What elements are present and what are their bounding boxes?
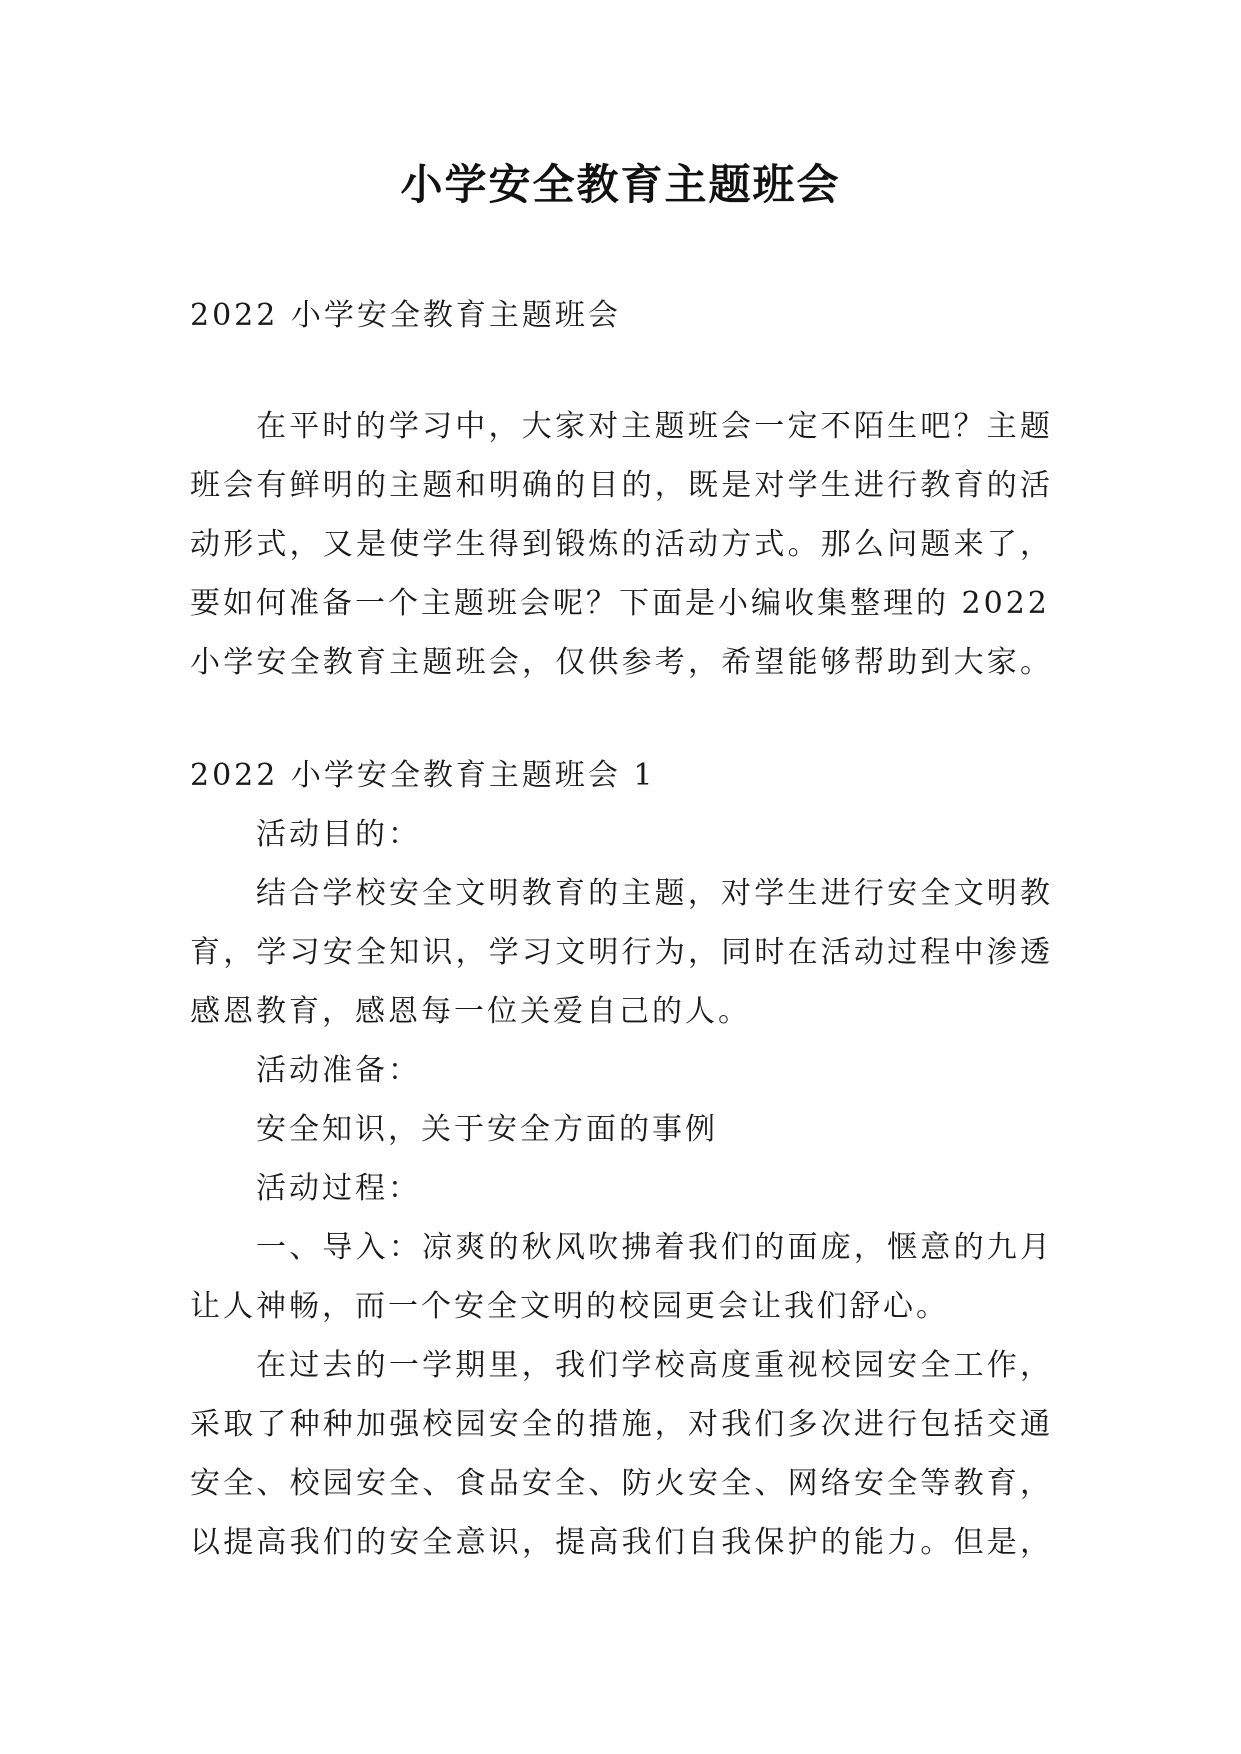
intro-line-4: 要如何准备一个主题班会呢？下面是小编收集整理的 2022	[190, 586, 1050, 621]
goal-label: 活动目的：	[256, 817, 421, 852]
document-subtitle: 2022 小学安全教育主题班会	[190, 298, 621, 333]
process-label: 活动过程：	[256, 1171, 421, 1206]
goal-line-1: 结合学校安全文明教育的主题，对学生进行安全文明教	[256, 876, 1050, 911]
process-intro-line-1: 一、导入：凉爽的秋风吹拂着我们的面庞，惬意的九月	[256, 1230, 1050, 1265]
intro-line-2: 班会有鲜明的主题和明确的目的，既是对学生进行教育的活	[190, 468, 1050, 503]
process-body-line-2: 采取了种种加强校园安全的措施，对我们多次进行包括交通	[190, 1407, 1050, 1442]
process-body-line-3: 安全、校园安全、食品安全、防火安全、网络安全等教育，	[190, 1466, 1050, 1501]
prep-text: 安全知识，关于安全方面的事例	[256, 1112, 718, 1147]
prep-label: 活动准备：	[256, 1053, 421, 1088]
goal-line-2: 育，学习安全知识，学习文明行为，同时在活动过程中渗透	[190, 935, 1050, 970]
process-intro-line-2: 让人神畅，而一个安全文明的校园更会让我们舒心。	[190, 1289, 949, 1324]
section-heading: 2022 小学安全教育主题班会 1	[190, 758, 656, 793]
intro-line-3: 动形式，又是使学生得到锻炼的活动方式。那么问题来了，	[190, 527, 1050, 562]
document-title: 小学安全教育主题班会	[400, 160, 841, 209]
goal-line-3: 感恩教育，感恩每一位关爱自己的人。	[190, 994, 751, 1029]
intro-line-1: 在平时的学习中，大家对主题班会一定不陌生吧？主题	[256, 409, 1050, 444]
process-body-line-1: 在过去的一学期里，我们学校高度重视校园安全工作，	[256, 1348, 1050, 1383]
process-body-line-4: 以提高我们的安全意识，提高我们自我保护的能力。但是，	[190, 1525, 1050, 1560]
intro-line-5: 小学安全教育主题班会，仅供参考，希望能够帮助到大家。	[190, 645, 1050, 680]
